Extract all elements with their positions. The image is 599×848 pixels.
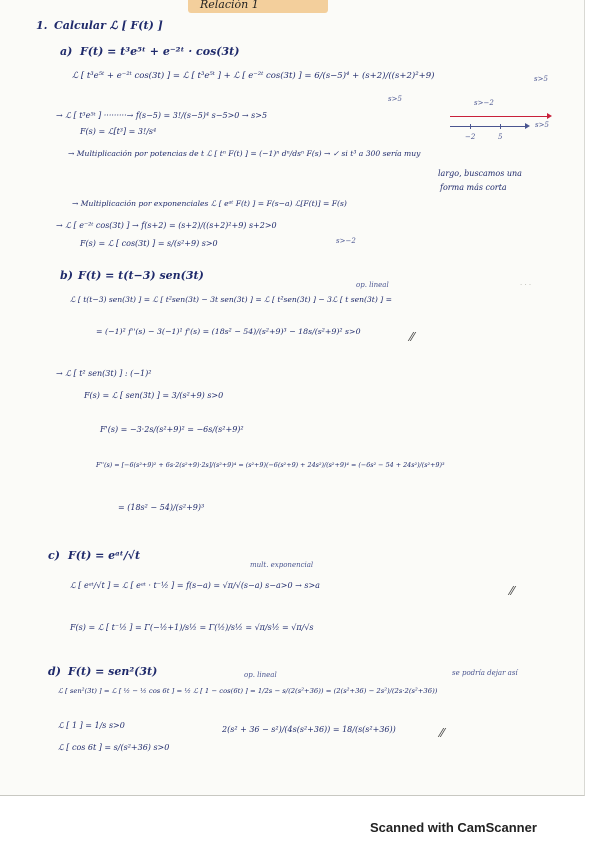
part-b-work-1: → ℒ [ t² sen(3t) ] : (−1)² — [56, 369, 152, 378]
check-mark-c: ⁄⁄ — [510, 584, 515, 598]
part-c-equation-2: F(s) = ℒ [ t⁻½ ] = Γ(−½+1)/s½ = Γ(½)/s½ = √π/s½ = √π/√s — [70, 623, 314, 632]
part-b-equation-2: = (−1)² f''(s) − 3(−1)¹ f'(s) = (18s² − 54)/(s²+9)³ − 18s/(s²+9)² s>0 — [96, 327, 361, 336]
part-b-label: b) — [60, 269, 73, 282]
part-d-note-lineal: op. lineal — [244, 671, 277, 679]
part-d-label: d) — [48, 665, 61, 678]
part-c-equation-1: ℒ [ eᵃᵗ/√t ] = ℒ [ eᵃᵗ · t⁻½ ] = f(s−a) = √π/√(s−a) s−a>0 → s>a — [70, 581, 320, 590]
part-a-condition-1: s>5 — [388, 95, 402, 103]
part-a-work-3c: forma más corta — [440, 183, 507, 192]
axis-label-minus-2: −2 — [465, 133, 476, 141]
scanner-watermark: Scanned with CamScanner — [370, 820, 537, 835]
page-title: Relación 1 — [200, 0, 259, 11]
part-a-statement: F(t) = t³e⁵ᵗ + e⁻²ᵗ · cos(3t) — [80, 45, 240, 58]
part-d-note-right: se podría dejar así — [452, 669, 518, 677]
part-a-work-3b: largo, buscamos una — [438, 169, 522, 178]
part-a-equation-1: ℒ [ t³e⁵ᵗ + e⁻²ᵗ cos(3t) ] = ℒ [ t³e⁵ᵗ ] + ℒ [ e⁻²ᵗ cos(3t) ] = 6/(s−5)⁴ + (s+2)/((s+2)²+9) — [72, 71, 435, 81]
part-b-statement: F(t) = t(t−3) sen(3t) — [78, 269, 204, 282]
part-c-note: mult. exponencial — [250, 561, 314, 569]
part-a-work-6: F(s) = ℒ [ cos(3t) ] = s/(s²+9) s>0 — [80, 239, 218, 248]
part-d-work-2: ℒ [ cos 6t ] = s/(s²+36) s>0 — [58, 743, 170, 752]
part-a-condition-2: s>5 — [534, 75, 548, 83]
tick-minus-2 — [470, 124, 471, 129]
part-a-work-5-cond: s>−2 — [336, 237, 356, 245]
part-c-label: c) — [48, 549, 60, 562]
part-d-work-1: ℒ [ 1 ] = 1/s s>0 — [58, 721, 125, 730]
part-d-statement: F(t) = sen²(3t) — [68, 665, 158, 678]
part-c-statement: F(t) = eᵃᵗ/√t — [68, 549, 141, 562]
part-a-work-3: → Multiplicación por potencias de t ℒ [ tⁿ F(t) ] = (−1)ⁿ dⁿ/dsⁿ F(s) → ✓ si t³ a 300 sería muy — [68, 149, 421, 158]
part-a-work-2: F(s) = ℒ[t³] = 3!/s⁴ — [80, 127, 157, 136]
part-a-work-1: → ℒ [ t³e⁵ᵗ ] ·········→ f(s−5) = 3!/(s−5)⁴ s−5>0 → s>5 — [56, 111, 268, 120]
bleed-through-mark: · · · — [520, 281, 532, 289]
number-line-lower — [450, 126, 528, 127]
part-b-equation-1: ℒ [ t(t−3) sen(3t) ] = ℒ [ t²sen(3t) − 3t sen(3t) ] = ℒ [ t²sen(3t) ] − 3ℒ [ t sen(3t) ] = — [70, 295, 392, 304]
part-b-work-3: F'(s) = −3·2s/(s²+9)² = −6s/(s²+9)² — [100, 425, 244, 434]
axis-label-5: 5 — [498, 133, 503, 141]
part-d-equation-2: 2(s² + 36 − s²)/(4s(s²+36)) = 18/(s(s²+36)) — [222, 725, 396, 734]
problem-title: Calcular ℒ [ F(t) ] — [54, 19, 163, 32]
number-line-upper — [450, 116, 550, 117]
check-mark-d: ⁄⁄ — [440, 726, 445, 740]
part-b-work-2: F(s) = ℒ [ sen(3t) ] = 3/(s²+9) s>0 — [84, 391, 224, 400]
part-d-equation-1: ℒ [ sen²(3t) ] = ℒ [ ½ − ½ cos 6t ] = ½ ℒ [ 1 − cos(6t) ] = 1/2s − s/(2(s²+36)) = (2(s²+36) − 2s²)/(2s·2(s²+36)) — [58, 687, 438, 695]
check-mark-b: ⁄⁄ — [410, 330, 415, 344]
part-a-label: a) — [60, 45, 73, 58]
part-a-condition-3: s>−2 — [474, 99, 494, 107]
tick-5 — [500, 124, 501, 129]
part-b-work-4: F''(s) = [−6(s²+9)² + 6s·2(s²+9)·2s]/(s²+9)⁴ = (s²+9)(−6(s²+9) + 24s²)/(s²+9)⁴ = (−6s² − 54 + 24s²)/(s²+9)³ — [96, 461, 445, 469]
problem-number: 1. — [36, 19, 48, 32]
part-a-work-4: → Multiplicación por exponenciales ℒ [ eᵃᵗ F(t) ] = F(s−a) ℒ[F(t)] = F(s) — [72, 199, 347, 208]
axis-label-s-gt-5: s>5 — [535, 121, 549, 129]
part-a-work-5: → ℒ [ e⁻²ᵗ cos(3t) ] → f(s+2) = (s+2)/((s+2)²+9) s+2>0 — [56, 221, 277, 230]
part-b-work-5: = (18s² − 54)/(s²+9)³ — [118, 503, 205, 512]
part-b-note-lineal: op. lineal — [356, 281, 389, 289]
